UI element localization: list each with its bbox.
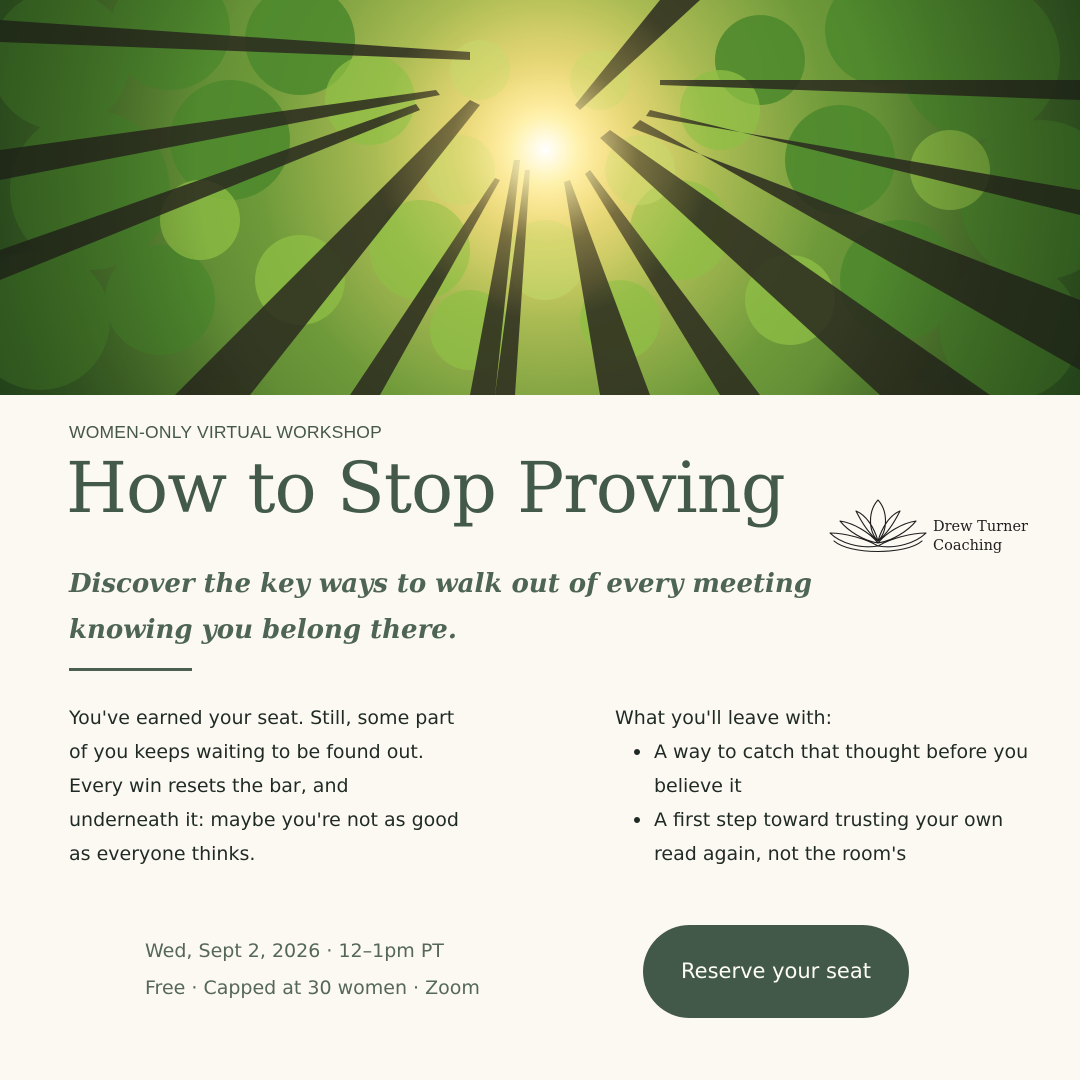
- intro-paragraph: You've earned your seat. Still, some part of you keeps waiting to be found out. Every win resets the bar, and underneath it: maybe you're not as good as everyone thinks.: [69, 707, 459, 865]
- list-item: A way to catch that thought before you believe it: [654, 735, 1045, 803]
- brand-name-line1: Drew Turner: [933, 519, 1028, 535]
- takeaways: [615, 701, 1045, 871]
- list-item: A first step toward trusting your own read again, not the room's: [654, 803, 1045, 871]
- lotus-icon: [828, 497, 928, 559]
- event-logistics: Free · Capped at 30 women · Zoom: [145, 977, 480, 999]
- page-title: How to Stop Proving: [66, 447, 785, 529]
- event-details: [145, 933, 480, 1007]
- takeaways-list: [615, 735, 1045, 871]
- reserve-seat-button[interactable]: Reserve your seat: [643, 925, 909, 1018]
- subtitle: Discover the key ways to walk out of every meeting knowing you belong there.: [69, 569, 812, 645]
- brand-name: [933, 518, 1028, 556]
- divider: [69, 668, 192, 671]
- hero-image: [0, 0, 1080, 395]
- brand-name-line2: Coaching: [933, 538, 1003, 554]
- event-type-label: WOMEN-ONLY VIRTUAL WORKSHOP: [69, 422, 382, 442]
- takeaways-heading: What you'll leave with:: [615, 707, 832, 729]
- brand-logo: [828, 497, 1038, 559]
- content-panel: [0, 395, 1080, 1080]
- forest-canopy-image: [0, 0, 1080, 395]
- event-date-time: Wed, Sept 2, 2026 · 12–1pm PT: [145, 940, 444, 962]
